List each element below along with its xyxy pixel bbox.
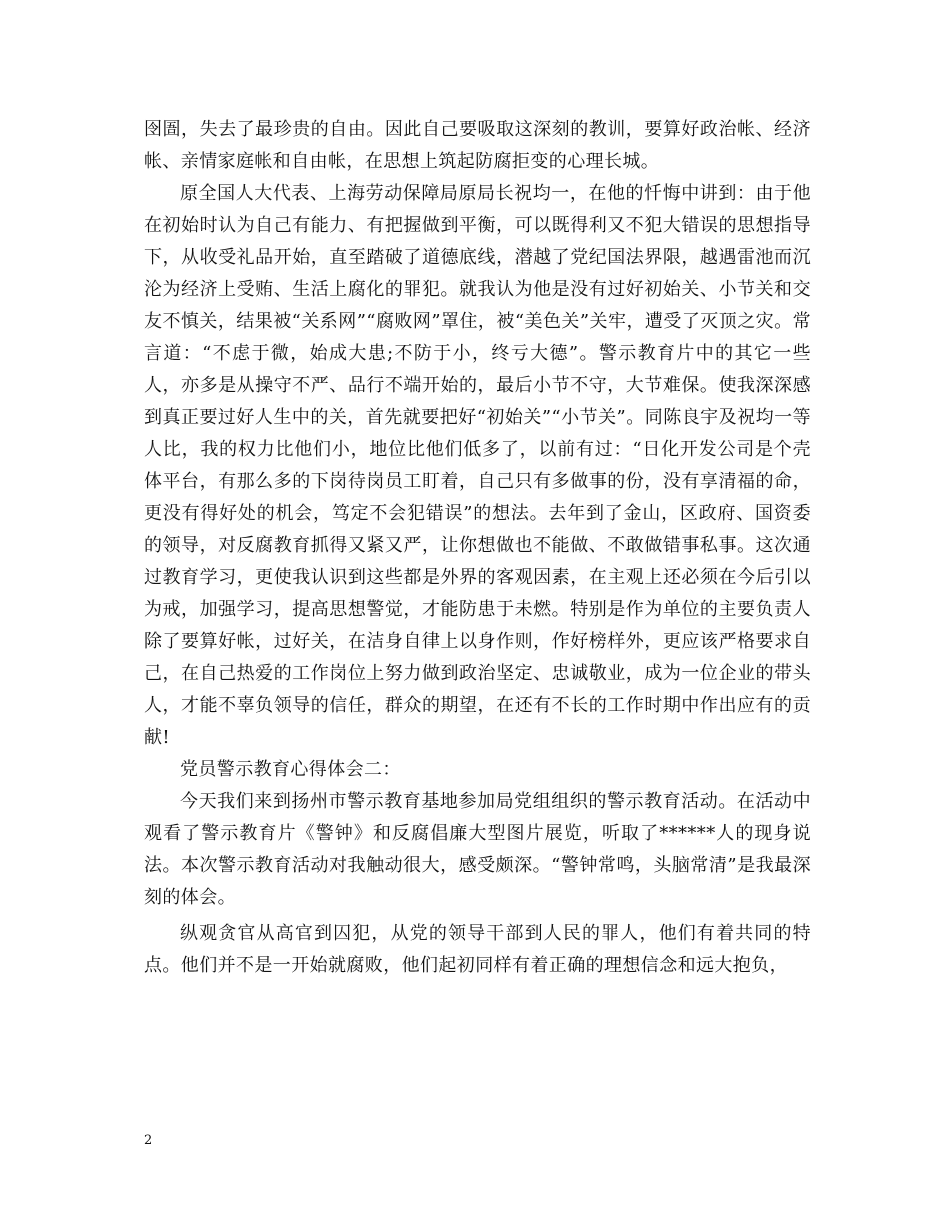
section-heading-part-two: 党员警示教育心得体会二： [180,759,401,780]
paragraph-zhu-junyi: 原全国人大代表、上海劳动保障局原局长祝均一，在他的忏悔中讲到：由于他在初始时认为自己有能力、有把握做到平衡，可以既得利又不犯大错误的思想指导下，从收受礼品开始，直至踏破了道德底线，潜越了党纪国法界限，越遇雷池而沉沦为经济上受贿、生活上腐化的罪犯。就我认为他是没有过好初始关、小节关和交友不慎关，结果被“关系网”“腐败网”罩住，被“美色关”关牢，遭受了灭顶之灾。常言道：“不虑于微，始成大患;不防于小，终亏大德”。警示教育片中的其它一些人，亦多是从操守不严、品行不端开始的，最后小节不守，大节难保。使我深深感到真正要过好人生中的关，首先就要把好“初始关”“小节关”。同陈良宇及祝均一等人比，我的权力比他们小，地位比他们低多了，以前有过：“日化开发公司是个壳体平台，有那么多的下岗待岗员工盯着，自己只有多做事的份，没有享清福的命，更没有得好处的机会，笃定不会犯错误”的想法。去年到了金山，区政府、国资委的领导，对反腐教育抓得又紧又严，让你想做也不能做、不敢做错事私事。这次通过教育学习，更使我认识到这些都是外界的客观因素，在主观上还必须在今后引以为戒，加强学习，提高思想警觉，才能防患于未燃。特别是作为单位的主要负责人除了要算好帐，过好关，在洁身自律上以身作则，作好榜样外，更应该严格要求自己，在自己热爱的工作岗位上努力做到政治坚定、忠诚敬业，成为一位企业的带头人，才能不辜负领导的信任，群众的期望，在还有不长的工作时期中作出应有的贡献! [144,183,811,748]
paragraph-corrupt-officials: 纵观贪官从高官到囚犯，从党的领导干部到人民的罪人，他们有着共同的特点。他们并不是一开始就腐败，他们起初同样有着正确的理想信念和远大抱负， [144,923,811,976]
document-body [144,114,811,982]
paragraph-yangzhou-visit: 今天我们来到扬州市警示教育基地参加局党组组织的警示教育活动。在活动中观看了警示教育片《警钟》和反腐倡廉大型图片展览，听取了******人的现身说法。本次警示教育活动对我触动很大，感受颇深。“警钟常鸣，头脑常清”是我最深刻的体会。 [144,791,811,908]
page-number: 2 [144,1133,153,1148]
paragraph-continuation: 囹圄，失去了最珍贵的自由。因此自己要吸取这深刻的教训，要算好政治帐、经济帐、亲情家庭帐和自由帐，在思想上筑起防腐拒变的心理长城。 [144,119,811,172]
